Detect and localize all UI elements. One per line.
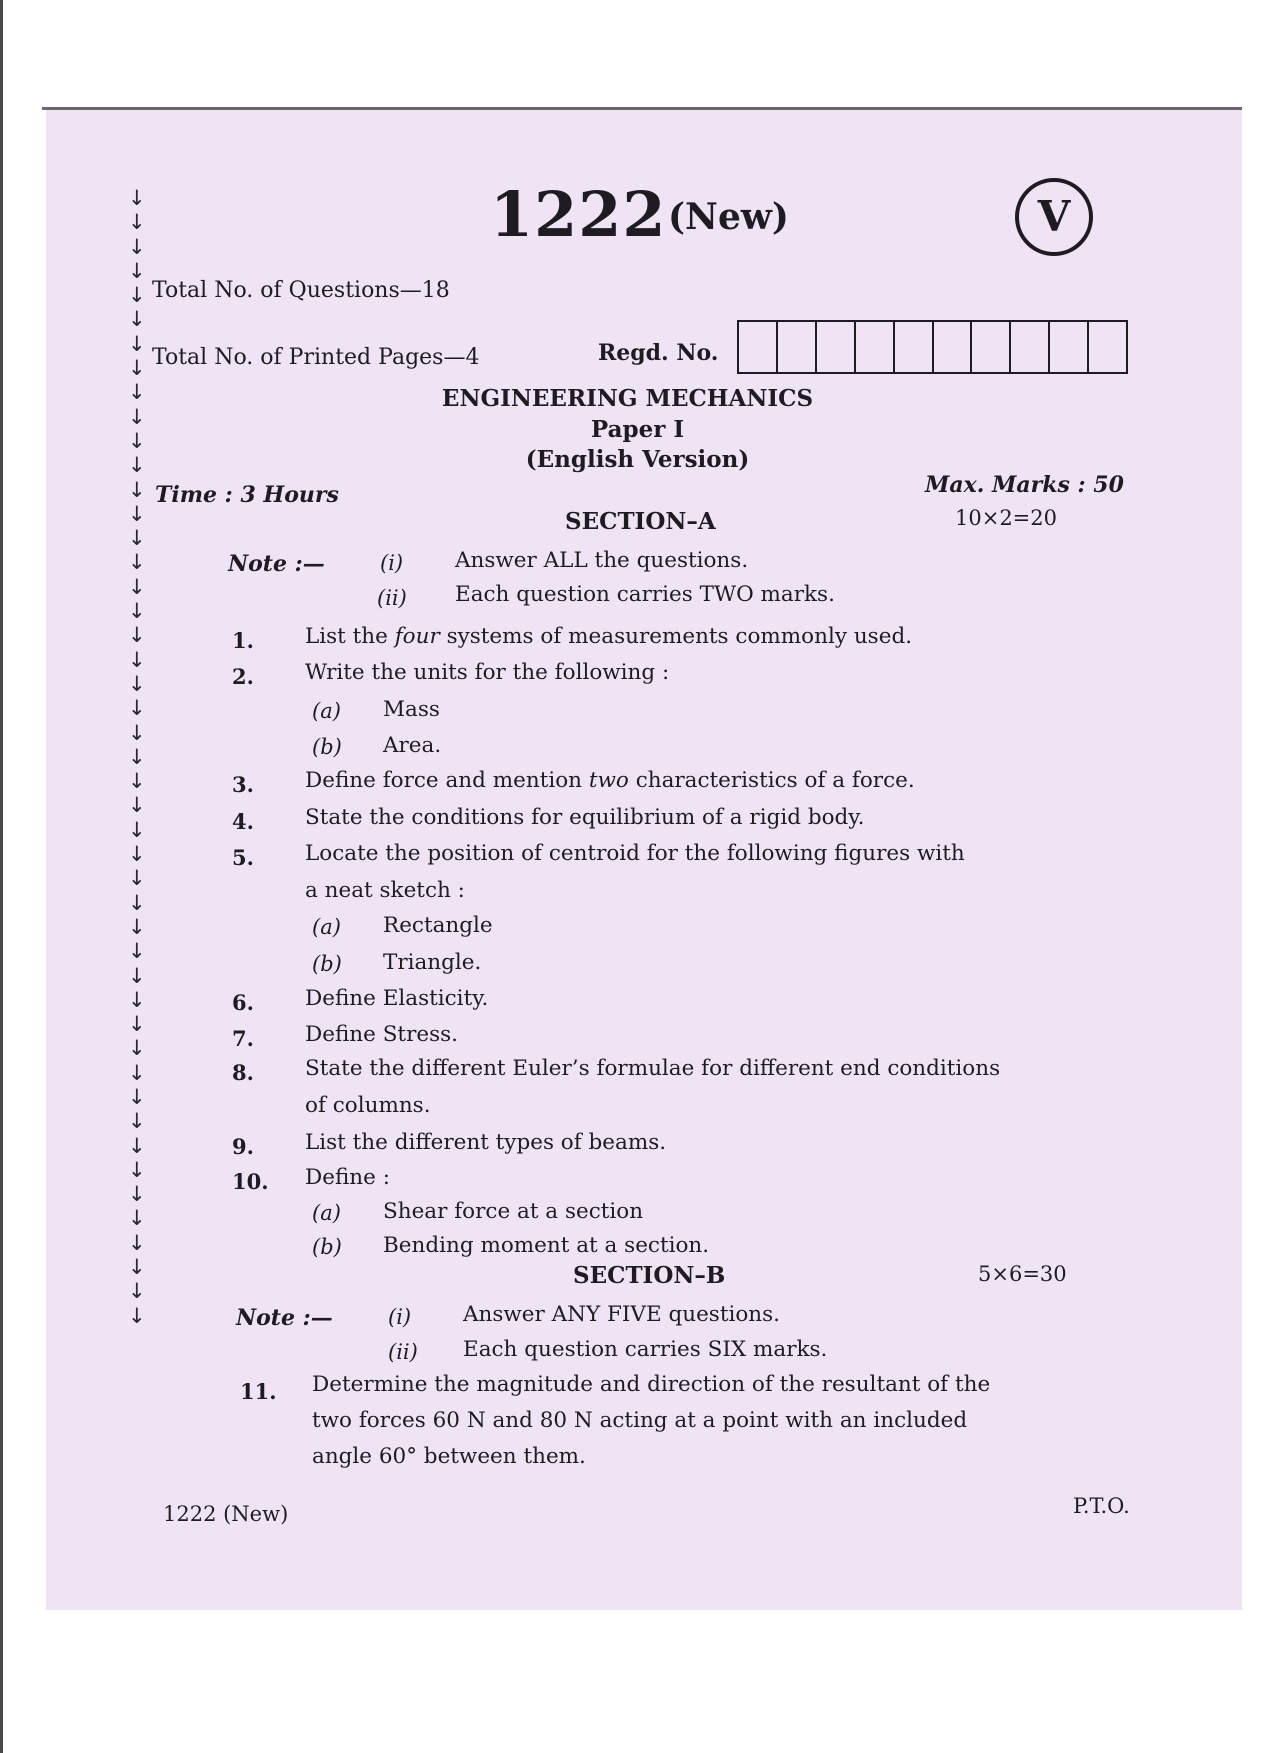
margin-arrow-icon: ↓: [128, 1255, 146, 1280]
regd-box-cell[interactable]: [1011, 322, 1050, 372]
margin-arrow-icon: ↓: [128, 987, 146, 1012]
margin-arrow-icon: ↓: [128, 744, 146, 769]
note-text: Each question carries TWO marks.: [455, 582, 835, 607]
margin-arrow-icon: ↓: [128, 428, 146, 453]
margin-arrow-icon: ↓: [128, 283, 146, 308]
regd-box-cell[interactable]: [934, 322, 973, 372]
regd-number-boxes[interactable]: [737, 320, 1128, 374]
question-number: 5.: [232, 845, 254, 870]
footer-pto: P.T.O.: [1073, 1494, 1130, 1518]
question-text: angle 60° between them.: [312, 1444, 586, 1469]
question-text: Determine the magnitude and direction of the resultant of the: [312, 1372, 991, 1397]
section-a-title: SECTION–A: [565, 508, 716, 535]
margin-arrow-icon: ↓: [128, 210, 146, 235]
regd-box-cell[interactable]: [972, 322, 1011, 372]
sub-item-mark: (a): [312, 1201, 341, 1225]
question-text: Write the units for the following :: [305, 660, 670, 685]
question-number: 7.: [232, 1026, 254, 1051]
total-pages: Total No. of Printed Pages—4: [152, 345, 480, 370]
note-mark: (ii): [377, 586, 407, 610]
margin-arrow-icon: ↓: [128, 817, 146, 842]
question-number: 10.: [232, 1169, 269, 1194]
note-mark: (i): [380, 551, 404, 575]
question-number: 8.: [232, 1060, 254, 1085]
sub-item-text: Rectangle: [383, 913, 493, 938]
section-a-note-label: Note :—: [228, 551, 325, 577]
margin-arrow-icon: ↓: [128, 186, 146, 210]
regd-box-cell[interactable]: [1089, 322, 1126, 372]
question-text: Locate the position of centroid for the following figures with: [305, 841, 965, 866]
margin-arrow-icon: ↓: [128, 890, 146, 915]
section-b-note-label: Note :—: [236, 1305, 333, 1331]
question-text: State the different Euler’s formulae for different end conditions: [305, 1056, 1001, 1081]
sub-item-text: Area.: [383, 733, 442, 758]
scan-edge: [0, 0, 3, 1753]
margin-arrow-icon: ↓: [128, 1012, 146, 1037]
margin-arrow-icon: ↓: [128, 1303, 146, 1328]
question-text-part: characteristics of a force.: [628, 768, 915, 793]
regd-label: Regd. No.: [598, 340, 719, 366]
sub-item-text: Mass: [383, 697, 440, 722]
margin-arrow-icon: ↓: [128, 1036, 146, 1061]
margin-arrow-icon: ↓: [128, 477, 146, 502]
language-version: (English Version): [525, 446, 750, 473]
margin-arrow-icon: ↓: [128, 1084, 146, 1109]
note-mark: (i): [388, 1305, 412, 1329]
question-number: 4.: [232, 809, 254, 834]
question-text: of columns.: [305, 1093, 431, 1118]
regd-box-cell[interactable]: [778, 322, 817, 372]
margin-arrow-icon: ↓: [128, 380, 146, 405]
question-text: two forces 60 N and 80 N acting at a point with an included: [312, 1408, 968, 1433]
question-text-part: List the: [305, 624, 395, 649]
emphasis-word: four: [394, 624, 440, 649]
margin-arrow-icon: ↓: [128, 623, 146, 648]
margin-arrow-icon: ↓: [128, 356, 146, 381]
margin-arrow-icon: ↓: [128, 1109, 146, 1134]
margin-arrow-icon: ↓: [128, 963, 146, 988]
note-mark: (ii): [388, 1340, 418, 1364]
margin-arrow-icon: ↓: [128, 501, 146, 526]
paper-code: 1222: [490, 178, 667, 251]
margin-arrow-icon: ↓: [128, 331, 146, 356]
margin-arrow-icon: ↓: [128, 526, 146, 551]
margin-arrow-icon: ↓: [128, 1206, 146, 1231]
regd-box-cell[interactable]: [895, 322, 934, 372]
sub-item-mark: (b): [312, 735, 342, 759]
subject-title: ENGINEERING MECHANICS: [441, 385, 814, 412]
margin-arrow-icon: ↓: [128, 647, 146, 672]
question-text: [305, 768, 915, 793]
max-marks: Max. Marks : 50: [925, 472, 1124, 498]
margin-arrow-icon: ↓: [128, 1279, 146, 1304]
margin-arrow-icon: ↓: [128, 720, 146, 745]
sub-item-text: Triangle.: [383, 950, 482, 975]
margin-arrow-icon: ↓: [128, 453, 146, 478]
margin-arrow-icon: ↓: [128, 258, 146, 283]
margin-arrow-icon: ↓: [128, 599, 146, 624]
margin-arrow-icon: ↓: [128, 234, 146, 259]
question-text: List the different types of beams.: [305, 1130, 667, 1155]
version-badge: V: [1015, 178, 1093, 256]
note-text: Answer ALL the questions.: [455, 548, 749, 573]
question-text: Define Stress.: [305, 1022, 458, 1047]
margin-arrow-icon: ↓: [128, 404, 146, 429]
margin-arrow-icon: ↓: [128, 1230, 146, 1255]
margin-arrow-icon: ↓: [128, 939, 146, 964]
margin-arrow-icon: ↓: [128, 1060, 146, 1085]
section-b-marks: 5×6=30: [978, 1262, 1067, 1286]
sub-item-text: Bending moment at a section.: [383, 1233, 710, 1258]
question-text-part: Define force and mention: [305, 768, 589, 793]
question-text: Define :: [305, 1165, 390, 1190]
margin-arrow-icon: ↓: [128, 671, 146, 696]
question-number: 6.: [232, 990, 254, 1015]
question-text: [305, 624, 912, 649]
note-text: Each question carries SIX marks.: [463, 1337, 828, 1362]
margin-arrow-icon: ↓: [128, 769, 146, 794]
section-a-marks: 10×2=20: [955, 506, 1057, 530]
question-number: 3.: [232, 772, 254, 797]
section-b-title: SECTION–B: [573, 1262, 726, 1289]
sub-item-mark: (b): [312, 1235, 342, 1259]
paper-tag: (New): [668, 196, 789, 238]
question-number: 9.: [232, 1134, 254, 1159]
question-number: 1.: [232, 628, 254, 653]
question-text-part: systems of measurements commonly used.: [439, 624, 913, 649]
regd-box-cell[interactable]: [856, 322, 895, 372]
margin-arrow-icon: ↓: [128, 1157, 146, 1182]
note-text: Answer ANY FIVE questions.: [463, 1302, 781, 1327]
question-text: a neat sketch :: [305, 878, 465, 903]
question-text: Define Elasticity.: [305, 986, 489, 1011]
time-allowed: Time : 3 Hours: [155, 482, 339, 508]
regd-box-cell[interactable]: [817, 322, 856, 372]
margin-arrow-icon: ↓: [128, 793, 146, 818]
margin-arrow-icon: ↓: [128, 914, 146, 939]
sub-item-mark: (a): [312, 915, 341, 939]
paper-number: Paper I: [590, 416, 685, 443]
margin-arrow-icon: ↓: [128, 696, 146, 721]
sub-item-mark: (b): [312, 952, 342, 976]
question-number: 2.: [232, 664, 254, 689]
margin-arrow-icon: ↓: [128, 550, 146, 575]
footer-code: 1222 (New): [163, 1502, 289, 1526]
regd-box-cell[interactable]: [739, 322, 778, 372]
margin-arrow-icon: ↓: [128, 1133, 146, 1158]
margin-arrow-icon: ↓: [128, 307, 146, 332]
margin-arrow-icon: ↓: [128, 1182, 146, 1207]
question-text: State the conditions for equilibrium of a rigid body.: [305, 805, 865, 830]
sub-item-text: Shear force at a section: [383, 1199, 644, 1224]
emphasis-word: two: [588, 768, 629, 793]
margin-arrow-icon: ↓: [128, 842, 146, 867]
regd-box-cell[interactable]: [1050, 322, 1089, 372]
sub-item-mark: (a): [312, 699, 341, 723]
question-number: 11.: [240, 1379, 277, 1404]
total-questions: Total No. of Questions—18: [152, 278, 450, 303]
margin-arrow-icon: ↓: [128, 574, 146, 599]
margin-arrow-icon: ↓: [128, 866, 146, 891]
